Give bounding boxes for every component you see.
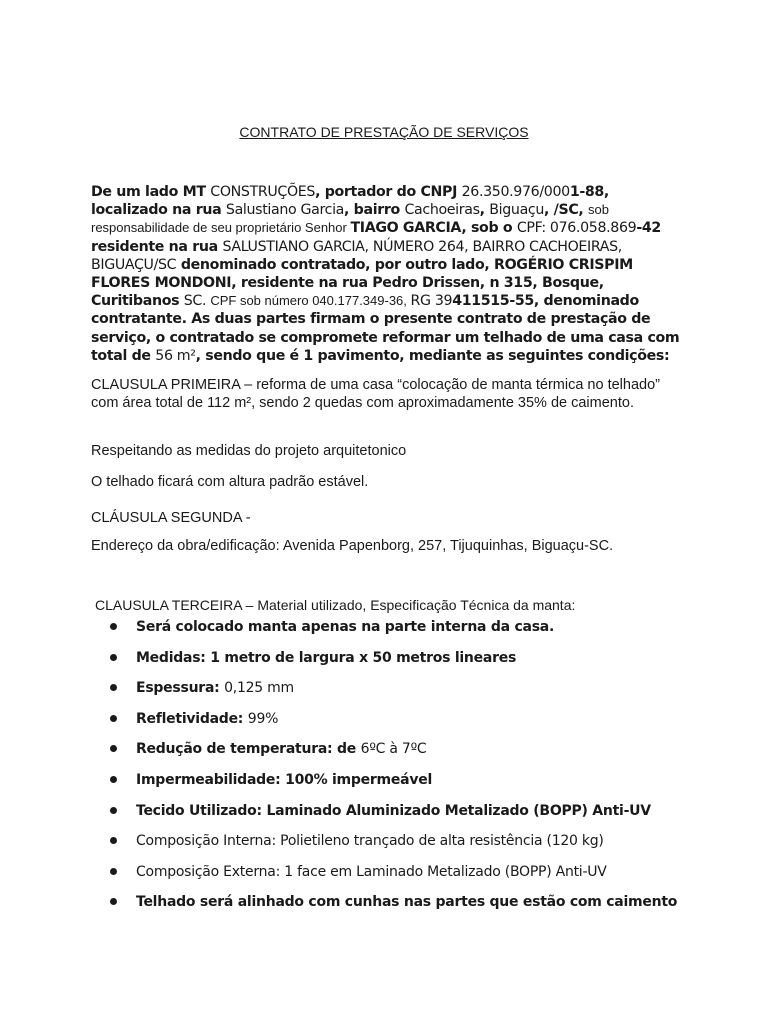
list-item-text: Espessura:: [136, 680, 225, 697]
intro-text: SALUSTIANO GARCIA, NÚMERO 264, BAIRRO CACHOEIRAS, BIGUAÇU/: [91, 238, 622, 273]
bullet-icon: [110, 684, 117, 691]
intro-text: denominado contratado, por outro lado,: [176, 256, 494, 273]
list-item-text: Composição Interna: Polietileno trançado de alta resistência (120 kg): [136, 833, 604, 850]
intro-text: 411515-55, denominado contratante. As duas partes firmam o presente contrato de prestação de serviço, o contratado se compromete reformar um telhado de uma casa com total de: [91, 293, 680, 364]
intro-text: 1-88, localizado na rua: [91, 184, 609, 219]
intro-text: -42 residente na rua: [91, 220, 661, 255]
list-item-text: Tecido Utilizado: Laminado Aluminizado Metalizado (BOPP) Anti-UV: [136, 802, 651, 819]
list-item: [108, 677, 677, 708]
intro-text: Biguaçu: [489, 202, 545, 219]
intro-text: SC.: [183, 293, 211, 310]
intro-text: CONSTRUÇÕES: [210, 184, 316, 200]
intro-text: TIAGO GARCIA: [350, 220, 462, 237]
list-item-text: Medidas: 1 metro de largura x 50 metros lineares: [136, 649, 517, 666]
list-item: [108, 830, 677, 861]
list-item: [108, 861, 677, 892]
intro-text: CPF sob número 040.177.349-36,: [210, 293, 411, 309]
intro-text: 56 m²: [155, 347, 196, 364]
list-item-value: 99%: [247, 710, 279, 727]
bullet-icon: [110, 837, 117, 844]
list-item-text: Será colocado manta apenas na parte interna da casa.: [136, 619, 555, 635]
intro-text: , /SC,: [544, 202, 589, 219]
bullet-icon: [110, 623, 117, 630]
bullet-icon: [110, 868, 117, 875]
clausula-primeira-altura: O telhado ficará com altura padrão estável.: [91, 474, 369, 490]
bullet-icon: [110, 715, 117, 722]
list-item-value: 6ºC à 7ºC: [360, 741, 427, 758]
list-item: [108, 738, 677, 769]
clausula-segunda: CLÁUSULA SEGUNDA -: [91, 510, 251, 526]
list-item: [108, 616, 677, 647]
intro-text: 26.350.976/000: [461, 184, 570, 200]
intro-text: sob responsabilidade de seu proprietário Senhor: [91, 202, 610, 236]
bullet-icon: [110, 776, 117, 783]
bullet-icon: [110, 898, 117, 905]
intro-text: , sob o: [461, 220, 517, 237]
list-item-text: Telhado será alinhado com cunhas nas partes que estão com caimento: [136, 894, 678, 911]
intro-text: , bairro: [344, 202, 405, 219]
list-item: [108, 708, 677, 739]
intro-text: Cachoeiras: [404, 202, 480, 219]
intro-text: ROGÉRIO CRISPIM FLORES MONDONI: [91, 256, 633, 292]
list-item: [108, 647, 677, 678]
intro-paragraph: [91, 183, 681, 365]
bullet-icon: [110, 654, 117, 661]
intro-text: De um lado MT: [91, 184, 211, 200]
list-item-text: Impermeabilidade: 100% impermeável: [136, 771, 433, 788]
intro-text: , sendo que é 1 pavimento, mediante as seguintes condições:: [195, 347, 670, 364]
clausula-segunda-endereco: Endereço da obra/edificação: Avenida Papenborg, 257, Tijuquinhas, Biguaçu-SC.: [91, 538, 614, 554]
list-item-text: Composição Externa: 1 face em Laminado Metalizado (BOPP) Anti-UV: [136, 863, 607, 880]
list-item-value: 0,125 mm: [224, 680, 294, 697]
intro-text: SC: [158, 256, 177, 273]
intro-text: Salustiano Garcia: [225, 202, 345, 219]
contract-title: CONTRATO DE PRESTAÇÃO DE SERVIÇOS: [239, 124, 529, 140]
intro-text: RG 39: [410, 293, 453, 310]
list-item: [108, 769, 677, 800]
clausula-primeira-medidas: Respeitando as medidas do projeto arquitetonico: [91, 443, 407, 459]
intro-text: , residente na rua Pedro Drissen, n 315, Bosque, Curitibanos: [91, 275, 604, 310]
intro-text: CPF: 076.058.869: [516, 220, 637, 237]
clausula-primeira: CLAUSULA PRIMEIRA – reforma de uma casa “colocação de manta térmica no telhado” com área total de 112 m², sendo 2 quedas com aproximadamente 35% de caimento.: [91, 377, 660, 412]
list-item: [108, 891, 677, 922]
clausula-terceira: CLAUSULA TERCEIRA – Material utilizado, Especificação Técnica da manta:: [95, 597, 576, 613]
intro-text: ,: [479, 202, 490, 219]
list-item-text: Redução de temperatura: de: [136, 741, 361, 758]
list-item-text: Refletividade:: [136, 710, 248, 727]
list-item: [108, 800, 677, 831]
bullet-icon: [110, 745, 117, 752]
bullet-icon: [110, 807, 117, 814]
intro-text: , portador do CNPJ: [315, 184, 462, 200]
material-spec-list: [108, 616, 677, 922]
